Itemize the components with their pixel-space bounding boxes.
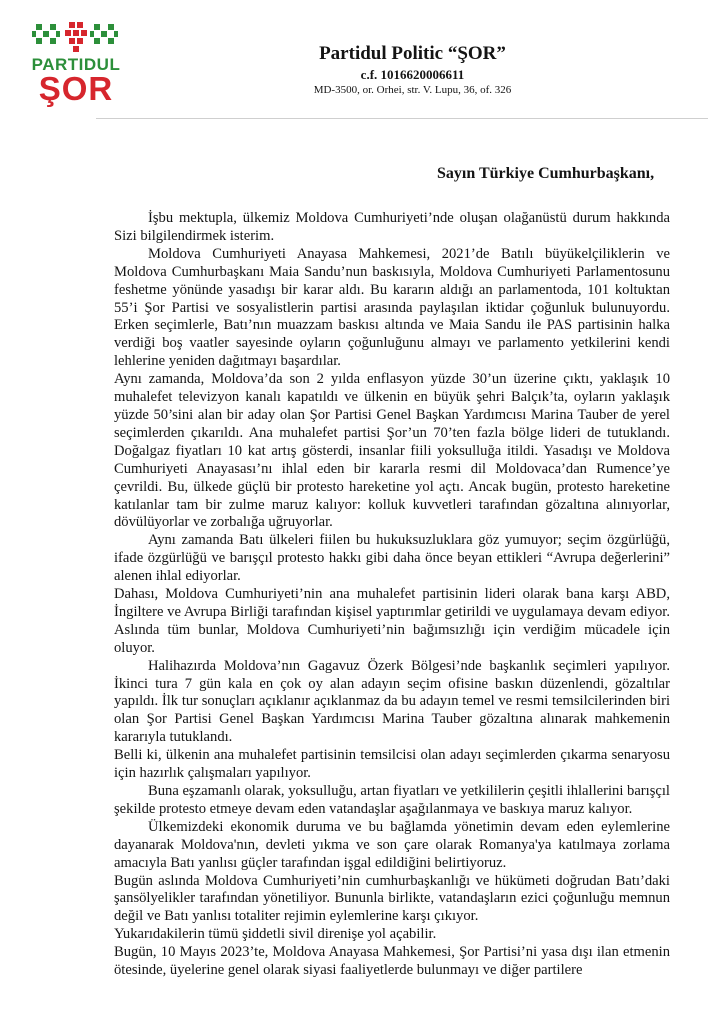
paragraph-2: Moldova Cumhuriyeti Anayasa Mahkemesi, 2021’de Batılı büyükelçiliklerin ve Moldova Cumhurbaşkanı Maia Sandu’nun baskısıyla, Moldova Cumhuriyeti Parlamentosunu feshetme yönünde yasadışı bir karar aldı. Bu kararın aldığı an parlamentoda, 101 koltuktan 55’i Şor Partisi ve sosyalistlerin partisi arasında paylaşılan iktidar çoğunluk bulunuyordu. Erken seçimlerle, Batı’nın muazzam baskısı altında ve Maia Sandu ile PAS partisinin halka verdiği boş vaatler sayesinde oyların çoğunluğunu almayı ve parlamento yetkilerini kendi lehlerine yeniden dağıtmayı başardılar. xyxy=(114,245,670,370)
party-name: Partidul Politic “ŞOR” xyxy=(319,43,506,64)
paragraph-10: Bugün aslında Moldova Cumhuriyeti’nin cumhurbaşkanlığı ve hükümeti doğrudan Batı’daki şansölyelikler tarafından yönetiliyor. Bununla birlikte, vatandaşların ezici çoğunluğu memnun değil ve Batı yanlısı totaliter rejimin eylemlerine karşı çıkıyor. xyxy=(114,872,670,925)
paragraph-3: Aynı zamanda, Moldova’da son 2 yılda enflasyon yüzde 30’un üzerine çıktı, yaklaşık 10 muhalefet televizyon kanalı kapatıldı ve ülkenin en büyük şehri Balçık’ta, oyların yaklaşık yüzde 50’sini alan bir aday olan Şor Partisi Genel Başkan Yardımcısı Marina Tauber de yerel seçimlerden çıkarıldı. Ana muhalefet partisi Şor’un 70’ten fazla bölge lideri de tutuklandı. Doğalgaz fiyatları 10 kat artış gösterdi, insanlar fiili yoksulluğa itildi. Yasadışı ve Moldova Cumhuriyeti Anayasası’nı ihlal eden bir kararla resmi dil Moldovaca’dan Rumence’ye çevrildi. Bu, ülkede güçlü bir protesto hareketine yol açtı. Ancak bugün, protesto hareketine katılanlar tam bir zulme maruz kalıyor: kolluk kuvvetleri tarafından gözaltına alınıyorlar, dövülüyorlar ve zorbalığa uğruyorlar. xyxy=(114,371,670,531)
paragraph-1: İşbu mektupla, ülkemiz Moldova Cumhuriyeti’nde oluşan olağanüstü durum hakkında Sizi bilgilendirmek isterim. xyxy=(114,210,670,244)
paragraph-5: Dahası, Moldova Cumhuriyeti’nin ana muhalefet partisinin lideri olarak bana karşı ABD, İngiltere ve Avrupa Birliği tarafından kişisel yaptırımlar getirildi ve uygulamaya devam ediyor. Aslında tüm bunlar, Moldova Cumhuriyeti’nin bağımsızlığı için verdiğim mücadele için oluyor. xyxy=(114,586,670,656)
folk-ornament-icon xyxy=(32,20,120,54)
paragraph-4: Aynı zamanda Batı ülkeleri fiilen bu hukuksuzluklara göz yumuyor; seçim özgürlüğü, ifade özgürlüğü ve barışçıl protesto hakkı gibi daha önce beyan ettikleri “Avrupa değerlerini” alenen ihlal ediyorlar. xyxy=(114,532,670,585)
paragraph-6: Halihazırda Moldova’nın Gagavuz Özerk Bölgesi’nde başkanlık seçimleri yapılıyor. İkinci tura 7 gün kala en çok oy alan adayın seçim ofisine baskın düzenlendi, gözaltılar yapıldı. İlk tur sonuçları açıklanır açıklanmaz da bu adayın temel ve resmi temsilcilerinden biri olan Şor Partisi Genel Başkan Yardımcısı Marina Tauber gözaltına alınarak mahkemenin kararıyla tutuklandı. xyxy=(114,657,670,746)
paragraph-8: Buna eşzamanlı olarak, yoksulluğu, artan fiyatları ve yetkililerin çeşitli ihlallerini barışçıl şekilde protesto etmeye devam eden vatandaşlar aşağılanmaya ve baskıya maruz kalıyor. xyxy=(114,783,670,817)
paragraph-7: Belli ki, ülkenin ana muhalefet partisinin temsilcisi olan adayı seçimlerden çıkarma senaryosu için hazırlık çalışmaları yapılıyor. xyxy=(114,747,670,782)
logo-partidul-text: PARTIDUL xyxy=(31,55,121,74)
header-divider xyxy=(96,118,708,119)
paragraph-12: Bugün, 10 Mayıs 2023’te, Moldova Anayasa Mahkemesi, Şor Partisi’ni yasa dışı ilan etmenin ötesinde, üyelerine genel olarak siyasi faaliyetlerde bulunmayı ve diğer partilere xyxy=(114,944,670,979)
party-logo xyxy=(28,20,124,112)
paragraph-9: Ülkemizdeki ekonomik duruma ve bu bağlamda yönetimin devam eden eylemlerine dayanarak Moldova'nın, devleti yıkma ve son çare olarak Romanya'ya katılmaya zorlama amacıyla Batı yanlısı güçler tarafından işgal edildiğini belirtiyoruz. xyxy=(114,818,670,871)
letterhead xyxy=(290,42,535,98)
salutation: Sayın Türkiye Cumhurbaşkanı, xyxy=(437,165,655,182)
party-address: MD-3500, or. Orhei, str. V. Lupu, 36, of. 326 xyxy=(313,84,512,96)
logo-sor-text: ŞOR xyxy=(38,70,114,107)
paragraph-11: Yukarıdakilerin tümü şiddetli sivil direnişe yol açabilir. xyxy=(114,926,437,943)
fiscal-code: c.f. 1016620006611 xyxy=(360,67,465,82)
letter-body xyxy=(114,210,670,980)
